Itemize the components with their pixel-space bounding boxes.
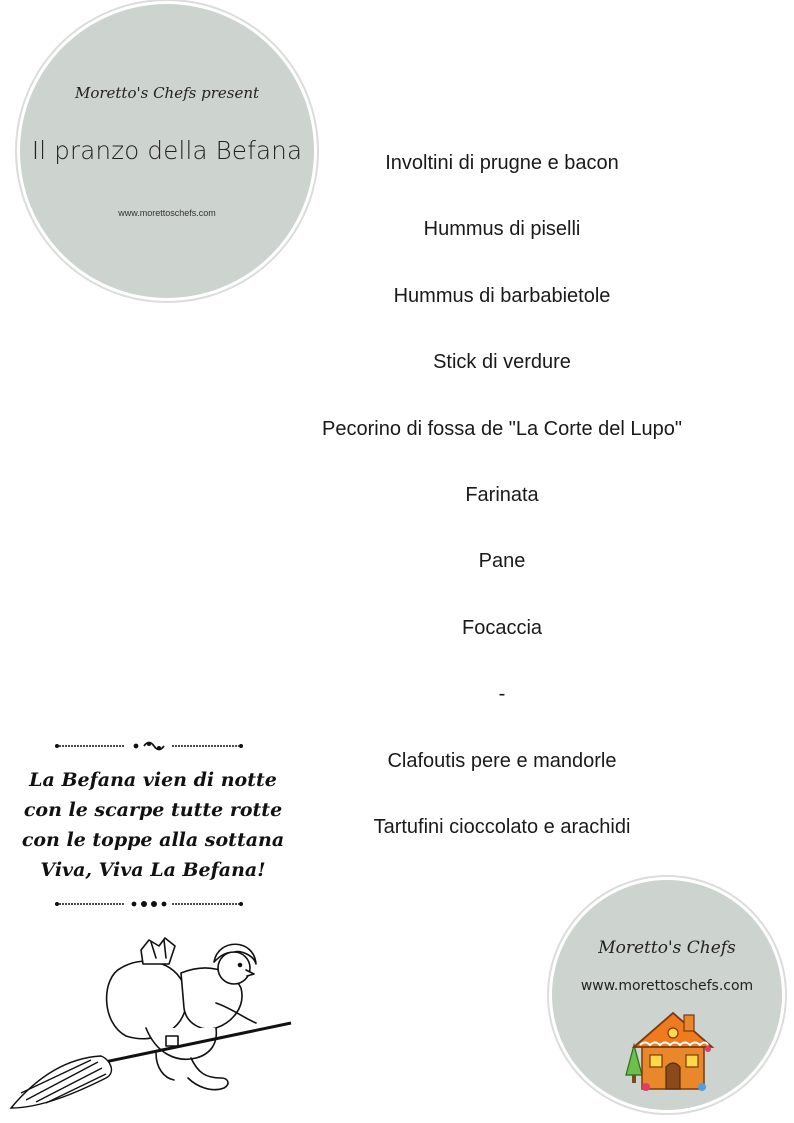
menu-item: Hummus di barbabietole — [393, 284, 611, 307]
menu-item: Focaccia — [461, 616, 543, 639]
badge-url: www.morettoschefs.com — [580, 978, 754, 994]
menu-separator: - — [498, 683, 506, 706]
poem-line: Viva, Viva La Befana! — [40, 859, 266, 881]
gingerbread-house-icon — [620, 1005, 716, 1095]
ornamental-divider-icon — [54, 896, 244, 912]
poem-line: con le toppe alla sottana — [21, 829, 285, 851]
badge-url: www.morettoschefs.com — [118, 208, 216, 218]
menu-item: Involtini di prugne e bacon — [385, 152, 619, 174]
menu-item: Stick di verdure — [433, 351, 571, 374]
page-title: Il pranzo della Befana — [31, 136, 303, 165]
befana-on-broom-illustration — [6, 928, 296, 1118]
poem-line: La Befana vien di notte — [29, 769, 277, 791]
menu-item: Pecorino di fossa de "La Corte del Lupo" — [322, 417, 682, 440]
brand-badge — [552, 880, 782, 1110]
menu-item: Pane — [478, 550, 526, 573]
menu-list — [260, 130, 744, 860]
menu-item: Farinata — [465, 483, 539, 506]
menu-item: Tartufini cioccolato e arachidi — [373, 815, 631, 838]
badge-brand-text: Moretto's Chefs — [598, 938, 736, 958]
poem-line: con le scarpe tutte rotte — [23, 799, 283, 821]
menu-item: Clafoutis pere e mandorle — [387, 749, 617, 772]
ornamental-divider-icon — [54, 738, 244, 754]
badge-present-text: Moretto's Chefs present — [74, 84, 260, 102]
poem-text — [8, 765, 298, 885]
menu-item: Hummus di piselli — [423, 218, 581, 241]
